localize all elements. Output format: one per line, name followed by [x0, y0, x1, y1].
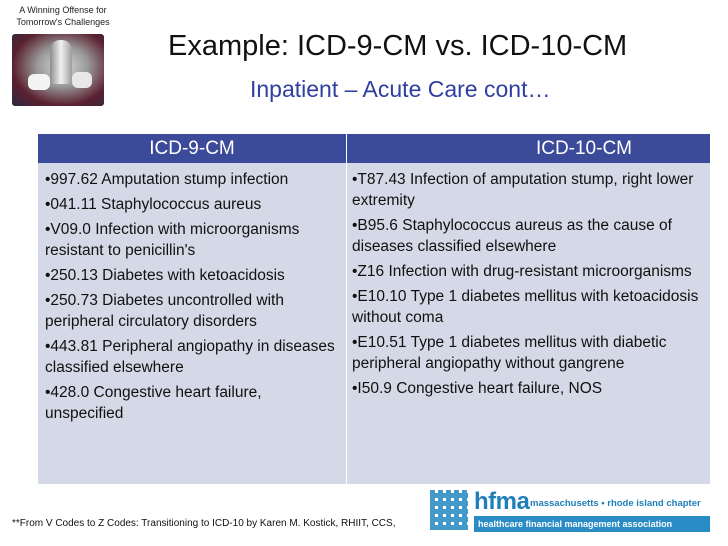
icd10-column: [347, 134, 710, 484]
list-item: •Z16 Infection with drug-resistant microorganisms: [352, 263, 692, 280]
list-item: •E10.51 Type 1 diabetes mellitus with diabetic peripheral angiopathy without gangrene: [352, 334, 667, 372]
icd10-heading: ICD-10-CM: [347, 134, 710, 163]
logo-chapter: massachusetts • rhode island chapter: [530, 498, 701, 509]
list-item: •443.81 Peripheral angiopathy in diseases classified elsewhere: [45, 338, 335, 376]
icd9-list: [38, 163, 346, 424]
slide-title: Example: ICD-9-CM vs. ICD-10-CM: [168, 30, 628, 62]
list-item: •T87.43 Infection of amputation stump, right lower extremity: [352, 171, 694, 209]
icd9-heading: ICD-9-CM: [38, 134, 346, 163]
logo-association: healthcare financial management association: [474, 516, 710, 532]
list-item: •V09.0 Infection with microorganisms resistant to penicillin's: [45, 221, 300, 259]
slide-subtitle: Inpatient – Acute Care cont…: [250, 76, 551, 102]
icd9-column: [38, 134, 347, 484]
list-item: •428.0 Congestive heart failure, unspecified: [45, 384, 262, 422]
glove-icon: [28, 74, 50, 90]
hfma-grid-icon: [430, 490, 468, 530]
list-item: •E10.10 Type 1 diabetes mellitus with ketoacidosis without coma: [352, 288, 699, 326]
trophy-photo: [12, 34, 104, 106]
icd10-list: [347, 163, 710, 399]
list-item: •B95.6 Staphylococcus aureus as the cause of diseases classified elsewhere: [352, 217, 672, 255]
logo-brand: hfma: [474, 488, 530, 515]
trophy-icon: [50, 40, 72, 84]
comparison-table: [38, 134, 710, 484]
list-item: •I50.9 Congestive heart failure, NOS: [352, 380, 603, 397]
list-item: •250.73 Diabetes uncontrolled with peripheral circulatory disorders: [45, 292, 284, 330]
footnote: **From V Codes to Z Codes: Transitioning to ICD-10 by Karen M. Kostick, RHIIT, CCS,: [12, 518, 396, 529]
list-item: •997.62 Amputation stump infection: [45, 171, 289, 188]
list-item: •250.13 Diabetes with ketoacidosis: [45, 267, 285, 284]
list-item: •041.11 Staphylococcus aureus: [45, 196, 262, 213]
tagline: A Winning Offense for Tomorrow's Challenges: [16, 5, 110, 27]
glove-icon-right: [72, 72, 92, 88]
hfma-logo: [418, 488, 710, 538]
